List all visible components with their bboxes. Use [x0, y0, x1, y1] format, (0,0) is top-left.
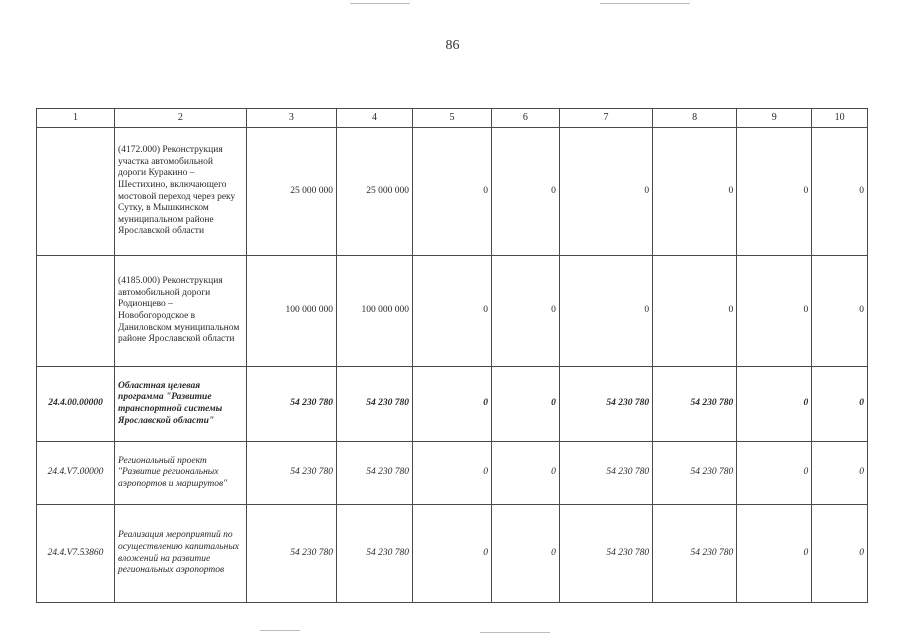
- cell-value: 0: [491, 128, 559, 256]
- table-row: [37, 505, 868, 603]
- row-code: [37, 128, 115, 256]
- column-header: 7: [559, 109, 652, 128]
- cell-value: 0: [653, 128, 737, 256]
- cell-value: 54 230 780: [246, 367, 336, 442]
- row-code: 24.4.V7.53860: [37, 505, 115, 603]
- column-header: 10: [812, 109, 868, 128]
- cell-value: 0: [412, 256, 491, 367]
- column-header: 6: [491, 109, 559, 128]
- row-description: (4172.000) Реконструкция участка автомобильной дороги Куракино – Шестихино, включающего мостовой переход через реку Сутку, в Мышкинском муниципальном районе Ярославской области: [115, 128, 247, 256]
- cell-value: 54 230 780: [653, 442, 737, 505]
- table-row: [37, 367, 868, 442]
- table-row: [37, 128, 868, 256]
- cell-value: 54 230 780: [336, 367, 412, 442]
- cell-value: 0: [812, 442, 868, 505]
- cell-value: 0: [412, 128, 491, 256]
- cell-value: 0: [653, 256, 737, 367]
- row-description: Региональный проект "Развитие региональных аэропортов и маршрутов": [115, 442, 247, 505]
- column-header: 1: [37, 109, 115, 128]
- column-header: 4: [336, 109, 412, 128]
- cell-value: 0: [737, 256, 812, 367]
- cell-value: 54 230 780: [336, 505, 412, 603]
- cell-value: 0: [812, 367, 868, 442]
- cell-value: 0: [412, 367, 491, 442]
- cell-value: 54 230 780: [246, 442, 336, 505]
- table-row: [37, 442, 868, 505]
- row-code: 24.4.00.00000: [37, 367, 115, 442]
- cell-value: 0: [812, 505, 868, 603]
- cell-value: 100 000 000: [246, 256, 336, 367]
- cell-value: 25 000 000: [336, 128, 412, 256]
- column-header: 9: [737, 109, 812, 128]
- row-code: 24.4.V7.00000: [37, 442, 115, 505]
- scan-artifact: [260, 630, 300, 631]
- table-header-row: [37, 109, 868, 128]
- cell-value: 0: [737, 367, 812, 442]
- cell-value: 0: [491, 256, 559, 367]
- cell-value: 0: [737, 442, 812, 505]
- cell-value: 54 230 780: [653, 367, 737, 442]
- column-header: 3: [246, 109, 336, 128]
- cell-value: 0: [559, 256, 652, 367]
- cell-value: 54 230 780: [559, 505, 652, 603]
- cell-value: 54 230 780: [246, 505, 336, 603]
- scan-artifact: [480, 632, 550, 633]
- cell-value: 0: [491, 442, 559, 505]
- cell-value: 54 230 780: [559, 367, 652, 442]
- row-description: Реализация мероприятий по осуществлению капитальных вложений на развитие региональных аэропортов: [115, 505, 247, 603]
- row-description: Областная целевая программа "Развитие транспортной системы Ярославской области": [115, 367, 247, 442]
- column-header: 8: [653, 109, 737, 128]
- scan-artifact: [600, 3, 690, 4]
- table-row: [37, 256, 868, 367]
- cell-value: 0: [737, 128, 812, 256]
- cell-value: 0: [559, 128, 652, 256]
- row-code: [37, 256, 115, 367]
- cell-value: 0: [737, 505, 812, 603]
- cell-value: 54 230 780: [653, 505, 737, 603]
- cell-value: 100 000 000: [336, 256, 412, 367]
- cell-value: 54 230 780: [559, 442, 652, 505]
- scan-artifact: [350, 3, 410, 4]
- cell-value: 0: [812, 128, 868, 256]
- cell-value: 0: [412, 505, 491, 603]
- cell-value: 0: [491, 367, 559, 442]
- column-header: 5: [412, 109, 491, 128]
- cell-value: 25 000 000: [246, 128, 336, 256]
- row-description: (4185.000) Реконструкция автомобильной дороги Родионцево – Новобогородское в Даниловском муниципальном районе Ярославской области: [115, 256, 247, 367]
- cell-value: 0: [412, 442, 491, 505]
- cell-value: 0: [812, 256, 868, 367]
- column-header: 2: [115, 109, 247, 128]
- page-number: 86: [445, 38, 460, 53]
- cell-value: 0: [491, 505, 559, 603]
- cell-value: 54 230 780: [336, 442, 412, 505]
- budget-table: [36, 108, 868, 603]
